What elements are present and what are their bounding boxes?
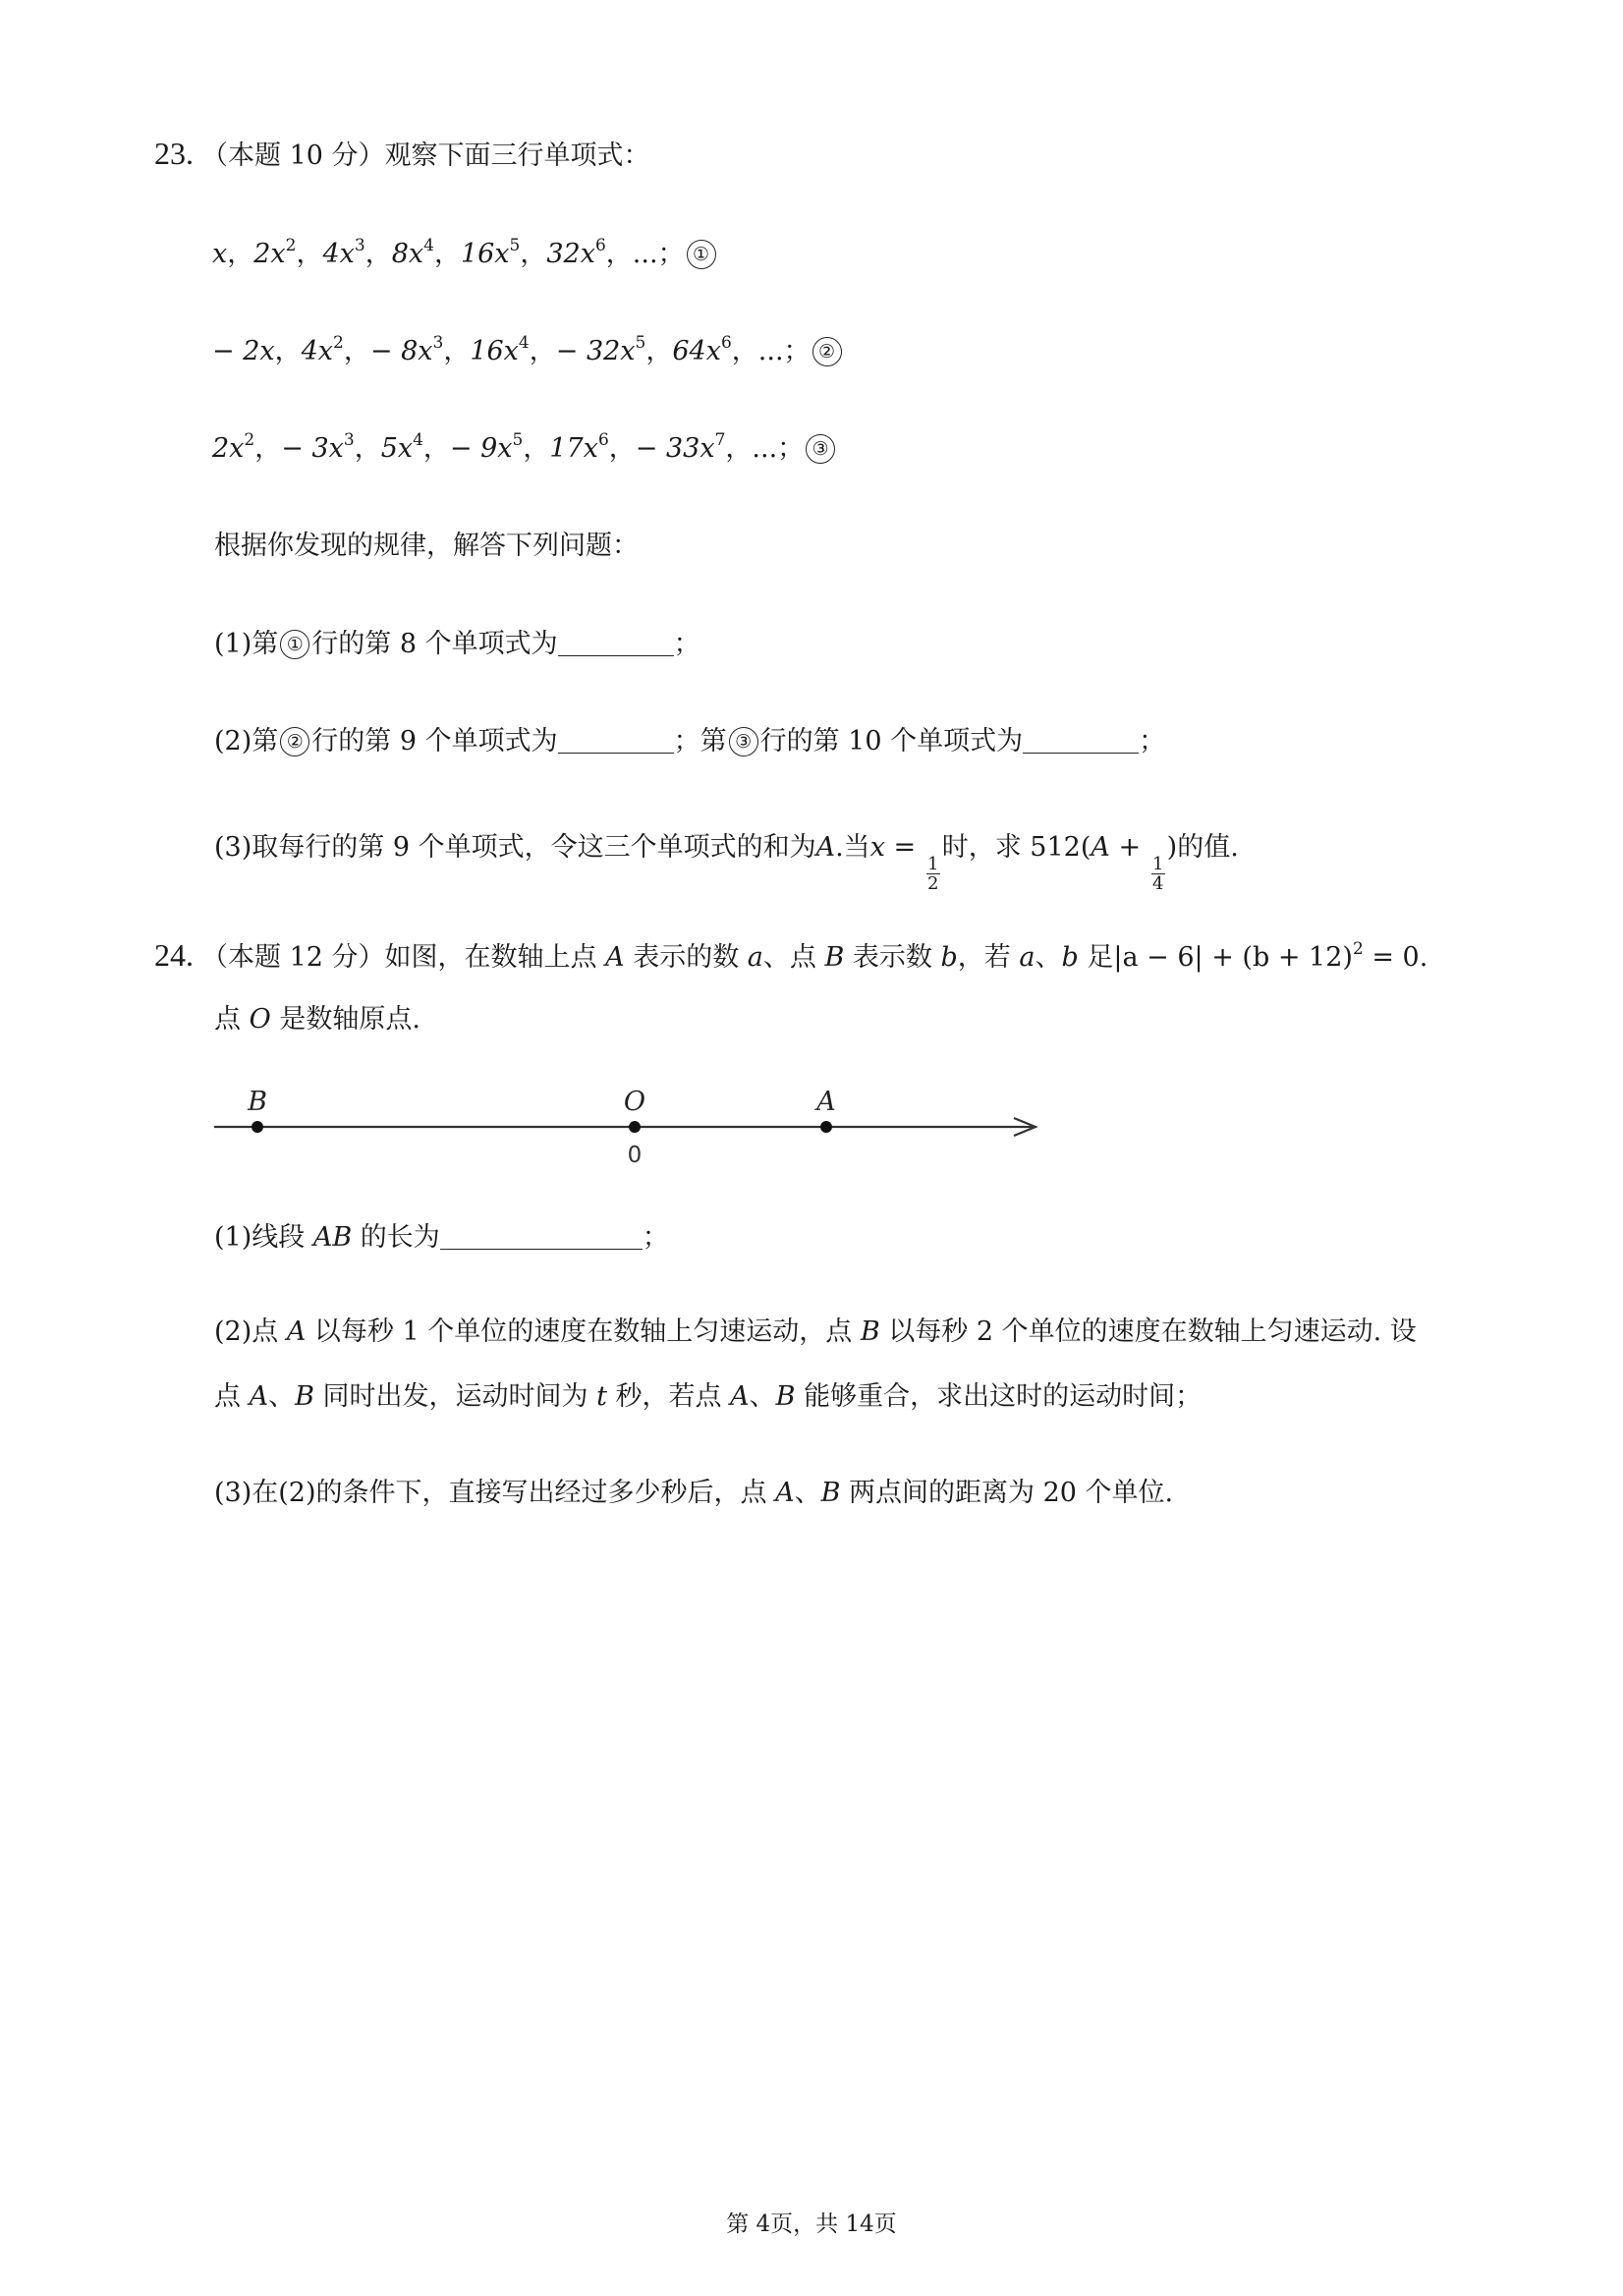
point-o-dot [629, 1121, 641, 1133]
q23-header [154, 134, 650, 176]
var: A [815, 832, 836, 863]
ellipsis: ... [757, 336, 784, 366]
ellipsis: ... [752, 433, 778, 464]
text: 行的第 9 个单项式为 [311, 726, 558, 756]
text: .当 [835, 832, 870, 863]
circled-mark: ② [280, 727, 309, 756]
text: (3)在(2)的条件下，直接写出经过多少秒后，点 [214, 1478, 776, 1508]
text: 秒，若点 [606, 1381, 731, 1412]
point-b-label: B [248, 1087, 267, 1117]
point-a-dot [820, 1121, 832, 1133]
exponent: 3 [354, 236, 365, 255]
text: 行的第 10 个单项式为 [759, 726, 1024, 756]
exponent: 7 [714, 430, 726, 450]
text: 行的第 8 个单项式为 [311, 629, 558, 659]
text: (2)点 [214, 1316, 287, 1347]
var: b [1061, 942, 1079, 973]
term: − 8x [369, 336, 433, 366]
answer-blank[interactable] [558, 626, 674, 656]
var: a [1019, 942, 1035, 973]
text: 两点间的距离为 20 个单位. [840, 1478, 1174, 1508]
var: A [775, 1478, 795, 1508]
exponent: 2 [1352, 939, 1364, 959]
var: A [730, 1381, 750, 1412]
term: − 2x [212, 336, 275, 366]
circled-mark: ③ [729, 727, 758, 756]
term: 2x [253, 239, 286, 269]
q24-part3 [214, 1474, 1173, 1513]
text: 、点 [762, 942, 825, 973]
point-o-label: O [623, 1087, 646, 1117]
q23-part2: (2)第 ② 行的第 9 个单项式为 ；第 ③ 行的第 10 个单项式为 ； [214, 722, 1165, 761]
exponent: 2 [333, 333, 344, 353]
numerator: 1 [926, 854, 939, 874]
var: A [286, 1316, 307, 1347]
q23-row3: $2x^2$，− $3x^3$，$5x^4$，− $9x^5$，$17x^6$，− $33x^7$，...； ③ [212, 429, 837, 469]
q24-line2 [214, 1000, 420, 1039]
term: 5x [380, 433, 414, 464]
var: A [605, 942, 625, 973]
var: B [860, 1316, 880, 1347]
var: AB [312, 1222, 353, 1253]
text: 足 [1078, 942, 1114, 973]
text: 、 [794, 1478, 821, 1508]
answer-blank[interactable] [1023, 723, 1139, 754]
exponent: 5 [635, 333, 646, 353]
term: 16x [470, 336, 519, 366]
var: A [249, 1381, 269, 1412]
text: 以每秒 1 个单位的速度在数轴上匀速运动，点 [306, 1316, 861, 1347]
q23-header-text: （本题 10 分）观察下面三行单项式： [201, 140, 650, 171]
term: − 33x [635, 433, 715, 464]
term: 4x [301, 336, 334, 366]
circled-mark: ① [687, 240, 716, 269]
q24-part2-line2 [214, 1377, 1202, 1417]
exponent: 4 [413, 430, 423, 450]
text: 表示的数 [624, 942, 748, 973]
var: B [775, 1381, 796, 1412]
text: (3)取每行的第 9 个单项式，令这三个单项式的和为 [214, 832, 816, 863]
text: (1)线段 [214, 1222, 313, 1253]
term: 16x [460, 239, 510, 269]
text: 表示数 [844, 942, 941, 973]
term: 64x [672, 336, 721, 366]
text: 、 [1035, 942, 1062, 973]
text: 以每秒 2 个单位的速度在数轴上匀速运动. 设 [879, 1316, 1417, 1347]
exponent: 6 [594, 236, 606, 255]
text: 点 [214, 1381, 250, 1412]
exponent: 6 [720, 333, 732, 353]
var: a [747, 942, 763, 973]
text: 、 [749, 1381, 776, 1412]
denominator: 2 [926, 873, 939, 894]
var: t [596, 1381, 607, 1412]
q23-number: 23. [154, 136, 194, 171]
text: 、 [268, 1381, 296, 1412]
exponent: 2 [285, 236, 297, 255]
text: )的值. [1166, 832, 1239, 863]
numerator: 1 [1151, 854, 1164, 874]
term: 2x [212, 433, 245, 464]
var: O [249, 1004, 271, 1035]
ellipsis: ... [632, 239, 658, 269]
exponent: 5 [509, 236, 521, 255]
term: − 3x [281, 433, 344, 464]
formula: |a − 6| + (b + 12) [1113, 942, 1353, 973]
q24-number: 24. [154, 937, 194, 973]
text: ，若 [957, 942, 1020, 973]
number-line-figure [210, 1081, 1055, 1179]
var: B [820, 1478, 841, 1508]
q23-part3 [214, 828, 1239, 893]
q23-part1: (1)第 ① 行的第 8 个单项式为 ； [214, 625, 700, 664]
term: − 9x [449, 433, 513, 464]
text: 点 [214, 1004, 250, 1035]
q24-part1: (1)线段 AB 的长为 ； [214, 1218, 669, 1258]
exponent: 2 [244, 430, 255, 450]
fraction-one-quarter [1151, 855, 1165, 893]
text: 同时出发，运动时间为 [313, 1381, 597, 1412]
text: (1)第 [214, 629, 279, 659]
exponent: 5 [512, 430, 524, 450]
text: + [1109, 832, 1149, 863]
text: 是数轴原点. [270, 1004, 420, 1035]
text: ；第 [673, 726, 727, 756]
q24-part2-line1 [214, 1313, 1417, 1352]
var: B [295, 1381, 314, 1412]
term: 4x [322, 239, 355, 269]
q23-row1: x，$2x^2$，$4x^3$，$8x^4$，$16x^5$，$32x^6$，...； ① [212, 235, 718, 274]
var: x [869, 832, 885, 863]
text: = [884, 832, 924, 863]
term: 17x [549, 433, 598, 464]
exponent: 4 [518, 333, 530, 353]
var: B [824, 942, 845, 973]
point-b-dot [252, 1121, 263, 1133]
text: 时，求 512( [941, 832, 1091, 863]
text: (2)第 [214, 726, 279, 756]
text: 的长为 [352, 1222, 440, 1253]
exponent: 4 [423, 236, 434, 255]
denominator: 4 [1151, 873, 1164, 894]
exponent: 3 [432, 333, 444, 353]
term: − 32x [555, 336, 636, 366]
zero-tick-label: 0 [627, 1143, 643, 1168]
exponent: 3 [343, 430, 355, 450]
term: 32x [546, 239, 595, 269]
q24-header [154, 935, 1427, 978]
fraction-one-half [926, 855, 940, 893]
answer-blank[interactable] [558, 723, 674, 754]
point-a-label: A [816, 1087, 836, 1117]
circled-mark: ② [812, 337, 842, 366]
q23-row2: − 2x，$4x^2$，− $8x^3$，$16x^4$，− $32x^5$，$64x^6$，...； ② [212, 332, 844, 371]
term: x [212, 239, 228, 269]
circled-mark: ① [280, 630, 309, 659]
circled-mark: ③ [806, 434, 835, 464]
q23-intro: 根据你发现的规律，解答下列问题： [214, 531, 639, 561]
term: 8x [391, 239, 424, 269]
text: 能够重合，求出这时的运动时间； [795, 1381, 1203, 1412]
var: A [1091, 832, 1110, 863]
page-footer: 第 4页，共 14页 [726, 2212, 897, 2237]
answer-blank[interactable] [440, 1219, 643, 1250]
exponent: 6 [597, 430, 609, 450]
var: b [940, 942, 958, 973]
formula-tail: = 0. [1363, 942, 1428, 973]
text: （本题 12 分）如图，在数轴上点 [201, 942, 606, 973]
